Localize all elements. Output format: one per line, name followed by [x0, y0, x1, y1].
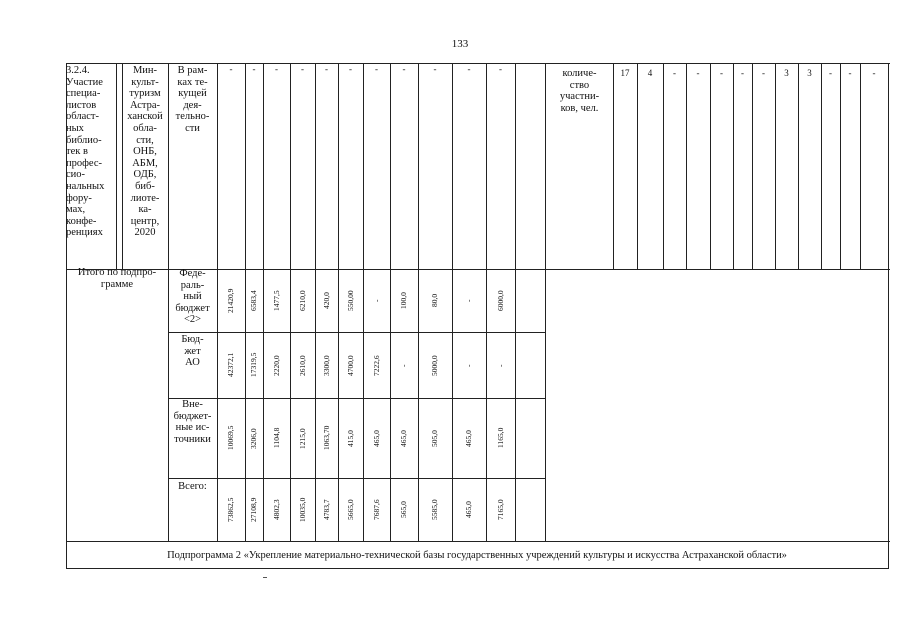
row-value: - — [325, 64, 328, 74]
funding-value: 42372,1 — [226, 352, 235, 377]
funding-row-label-line: бюджет- — [173, 410, 212, 422]
executor-line: ОДБ, — [133, 169, 157, 181]
funding-value: 4783,7 — [321, 499, 331, 520]
value-column-border — [418, 63, 419, 541]
indicator-column-border — [821, 63, 822, 269]
measure-number-line: профес- — [66, 157, 103, 169]
table-border — [168, 478, 546, 479]
indicator-line: ков, чел. — [560, 102, 599, 114]
funding-row-label — [168, 481, 217, 493]
indicator-value: - — [872, 68, 876, 78]
indicator-value: - — [829, 68, 832, 78]
table-border — [66, 568, 888, 569]
funding-row-label-line: Бюд- — [181, 334, 204, 345]
funding-value: 4802,3 — [271, 499, 281, 520]
funding-value: 420,0 — [321, 292, 331, 309]
funding-source-line: В рам- — [177, 65, 208, 76]
indicator-column-border — [775, 63, 776, 269]
funding-value: 1063,70 — [321, 425, 331, 450]
indicator-value: - — [673, 68, 676, 78]
table-border — [66, 63, 890, 64]
funding-value: 1104,8 — [271, 427, 281, 448]
indicator-column-border — [637, 63, 638, 269]
funding-value: 80,0 — [430, 293, 439, 307]
funding-source-line: дея- — [183, 99, 202, 111]
row-value: - — [349, 64, 352, 74]
executor-line: ка- — [138, 204, 152, 216]
row-value: - — [499, 64, 502, 74]
row-value: - — [375, 64, 378, 74]
funding-value: 10035,0 — [297, 497, 307, 522]
funding-value: 1477,5 — [271, 290, 281, 311]
indicator-column-border — [710, 63, 711, 269]
funding-row-label-line: ный — [183, 291, 202, 303]
measure-number-line: област- — [66, 111, 99, 123]
table-border — [217, 63, 218, 541]
indicator-column-border — [686, 63, 687, 269]
indicator-value: 17 — [620, 68, 630, 78]
indicator-column-border — [840, 63, 841, 269]
funding-row-label-line: АО — [185, 357, 200, 369]
subprogram-title: Подпрограмма 2 «Укрепление материально-технической базы государственных учреждений культуры и искусства Астраханской области» — [167, 550, 787, 561]
measure-number-line: фору- — [66, 192, 92, 204]
total-label-line: Итого по подпро- — [77, 267, 157, 278]
funding-value: 465,0 — [464, 429, 473, 447]
value-column-border — [486, 63, 487, 541]
table-border — [116, 63, 117, 269]
indicator-value: - — [848, 68, 852, 78]
executor-line: Мин- — [132, 65, 158, 76]
indicator-value: - — [720, 68, 723, 78]
total-label — [66, 267, 168, 290]
row-value: - — [433, 64, 437, 74]
funding-value: 3206,0 — [249, 427, 258, 449]
funding-value: - — [399, 364, 408, 367]
executor-line: центр, — [130, 215, 160, 227]
row-value: - — [402, 64, 406, 74]
indicator-column-border — [860, 63, 861, 269]
funding-value: - — [495, 364, 505, 367]
table-border — [168, 398, 546, 399]
indicator-line: количе- — [562, 68, 597, 79]
funding-value: 6583,4 — [249, 290, 258, 311]
scan-mark — [263, 577, 267, 578]
page-number: 133 — [451, 38, 469, 50]
measure-number-line: специа- — [66, 88, 101, 100]
funding-source-line: ках те- — [177, 76, 208, 88]
value-column-border — [363, 63, 364, 541]
value-column-border — [515, 63, 516, 541]
executor-line: ОНБ, — [133, 146, 157, 158]
funding-source-cell — [168, 65, 217, 135]
measure-number-line: нальных — [66, 180, 105, 192]
funding-value: - — [371, 299, 381, 302]
measure-number-line: конфе- — [66, 215, 97, 227]
table-border — [888, 63, 889, 569]
funding-value: 2610,0 — [297, 354, 307, 376]
indicator-value: - — [696, 68, 700, 78]
funding-value: 6210,0 — [297, 290, 307, 311]
measure-number-line: ренциях — [66, 227, 103, 239]
table-border — [545, 63, 546, 541]
executor-line: ханской — [127, 111, 163, 123]
measure-number-cell — [66, 65, 116, 239]
funding-row-label — [168, 334, 217, 369]
funding-row-label-line: точники — [174, 433, 211, 445]
indicator-cell — [546, 68, 613, 114]
funding-value: 7687,6 — [371, 499, 381, 520]
row-value: - — [301, 64, 304, 74]
table-border — [613, 63, 614, 269]
funding-value: 17319,5 — [249, 352, 258, 377]
funding-value: 1215,0 — [297, 427, 307, 449]
funding-value: 505,0 — [430, 429, 439, 447]
funding-value: 5585,0 — [430, 499, 439, 520]
measure-number-line: сио- — [66, 169, 86, 181]
indicator-value: - — [741, 68, 744, 78]
funding-row-label-line: раль- — [180, 279, 205, 291]
table-border — [168, 332, 546, 333]
funding-value: - — [464, 299, 473, 302]
funding-value: 550,00 — [345, 290, 355, 311]
row-value: - — [275, 64, 278, 74]
indicator-value: 4 — [647, 68, 653, 78]
value-column-border — [390, 63, 391, 541]
funding-value: 5665,0 — [345, 499, 355, 520]
funding-source-line: кущей — [178, 88, 207, 100]
indicator-column-border — [752, 63, 753, 269]
executor-cell — [122, 65, 168, 239]
funding-value: 7165,0 — [495, 499, 505, 520]
funding-value: 415,0 — [345, 429, 355, 447]
measure-number-line: тек в — [66, 146, 88, 158]
funding-value: 6000,0 — [495, 290, 505, 311]
indicator-line: участни- — [559, 91, 600, 103]
row-value: - — [467, 64, 471, 74]
executor-line: Астра- — [129, 99, 161, 111]
indicator-column-border — [733, 63, 734, 269]
funding-value: 465,0 — [464, 501, 473, 518]
executor-line: обла- — [133, 122, 157, 134]
funding-value: 7222,6 — [371, 354, 381, 376]
funding-row-label-line: бюджет — [175, 302, 210, 314]
executor-line: туризм — [129, 88, 161, 100]
measure-number-line: Участие — [66, 76, 103, 88]
measure-number-line: 3.2.4. — [66, 65, 90, 76]
funding-value: 27108,9 — [249, 497, 258, 522]
funding-row-label-line: Вне- — [182, 399, 203, 410]
funding-row-label — [168, 268, 217, 326]
funding-row-label-line: Феде- — [179, 268, 206, 279]
executor-line: 2020 — [134, 227, 156, 239]
total-label-line: грамме — [100, 278, 134, 290]
value-column-border — [338, 63, 339, 541]
funding-value: 2220,0 — [271, 354, 281, 376]
executor-line: лиоте- — [130, 192, 160, 204]
table-border — [66, 541, 890, 542]
indicator-value: 3 — [807, 68, 812, 78]
funding-value: 73862,5 — [226, 497, 235, 522]
funding-value: 565,0 — [399, 501, 408, 518]
funding-row-label-line: жет — [184, 345, 201, 357]
indicator-line: ство — [569, 79, 590, 91]
value-column-border — [452, 63, 453, 541]
funding-value: 5000,0 — [430, 354, 439, 376]
funding-value: 4700,0 — [345, 354, 355, 376]
funding-value: 1165,0 — [495, 427, 505, 448]
funding-source-line: сти — [185, 122, 200, 134]
funding-value: - — [464, 364, 473, 367]
value-column-border — [315, 63, 316, 541]
funding-value: 10069,5 — [226, 425, 235, 450]
funding-value: 465,0 — [371, 429, 381, 447]
measure-number-line: мах, — [66, 204, 86, 216]
indicator-value: 3 — [784, 68, 789, 78]
funding-value: 465,0 — [399, 429, 408, 447]
funding-row-label-line: Всего: — [178, 481, 207, 492]
funding-row-label — [168, 399, 217, 445]
funding-value: 21420,9 — [226, 288, 235, 313]
measure-number-line: ных — [66, 122, 84, 134]
executor-line: сти, — [136, 134, 154, 146]
funding-value: 100,0 — [399, 292, 408, 309]
funding-row-label-line: <2> — [183, 314, 202, 326]
indicator-column-border — [663, 63, 664, 269]
value-column-border — [245, 63, 246, 541]
indicator-value: - — [762, 68, 765, 78]
indicator-column-border — [798, 63, 799, 269]
row-value: - — [252, 64, 256, 74]
executor-line: АБМ, — [132, 157, 158, 169]
executor-line: культ- — [131, 76, 159, 88]
funding-value: 3300,0 — [321, 354, 331, 376]
executor-line: биб- — [135, 180, 155, 192]
row-value: - — [229, 64, 233, 74]
funding-row-label-line: ные ис- — [175, 422, 210, 434]
measure-number-line: библио- — [66, 134, 102, 146]
value-column-border — [290, 63, 291, 541]
value-column-border — [263, 63, 264, 541]
funding-source-line: тельно- — [175, 111, 210, 123]
measure-number-line: листов — [66, 99, 97, 111]
